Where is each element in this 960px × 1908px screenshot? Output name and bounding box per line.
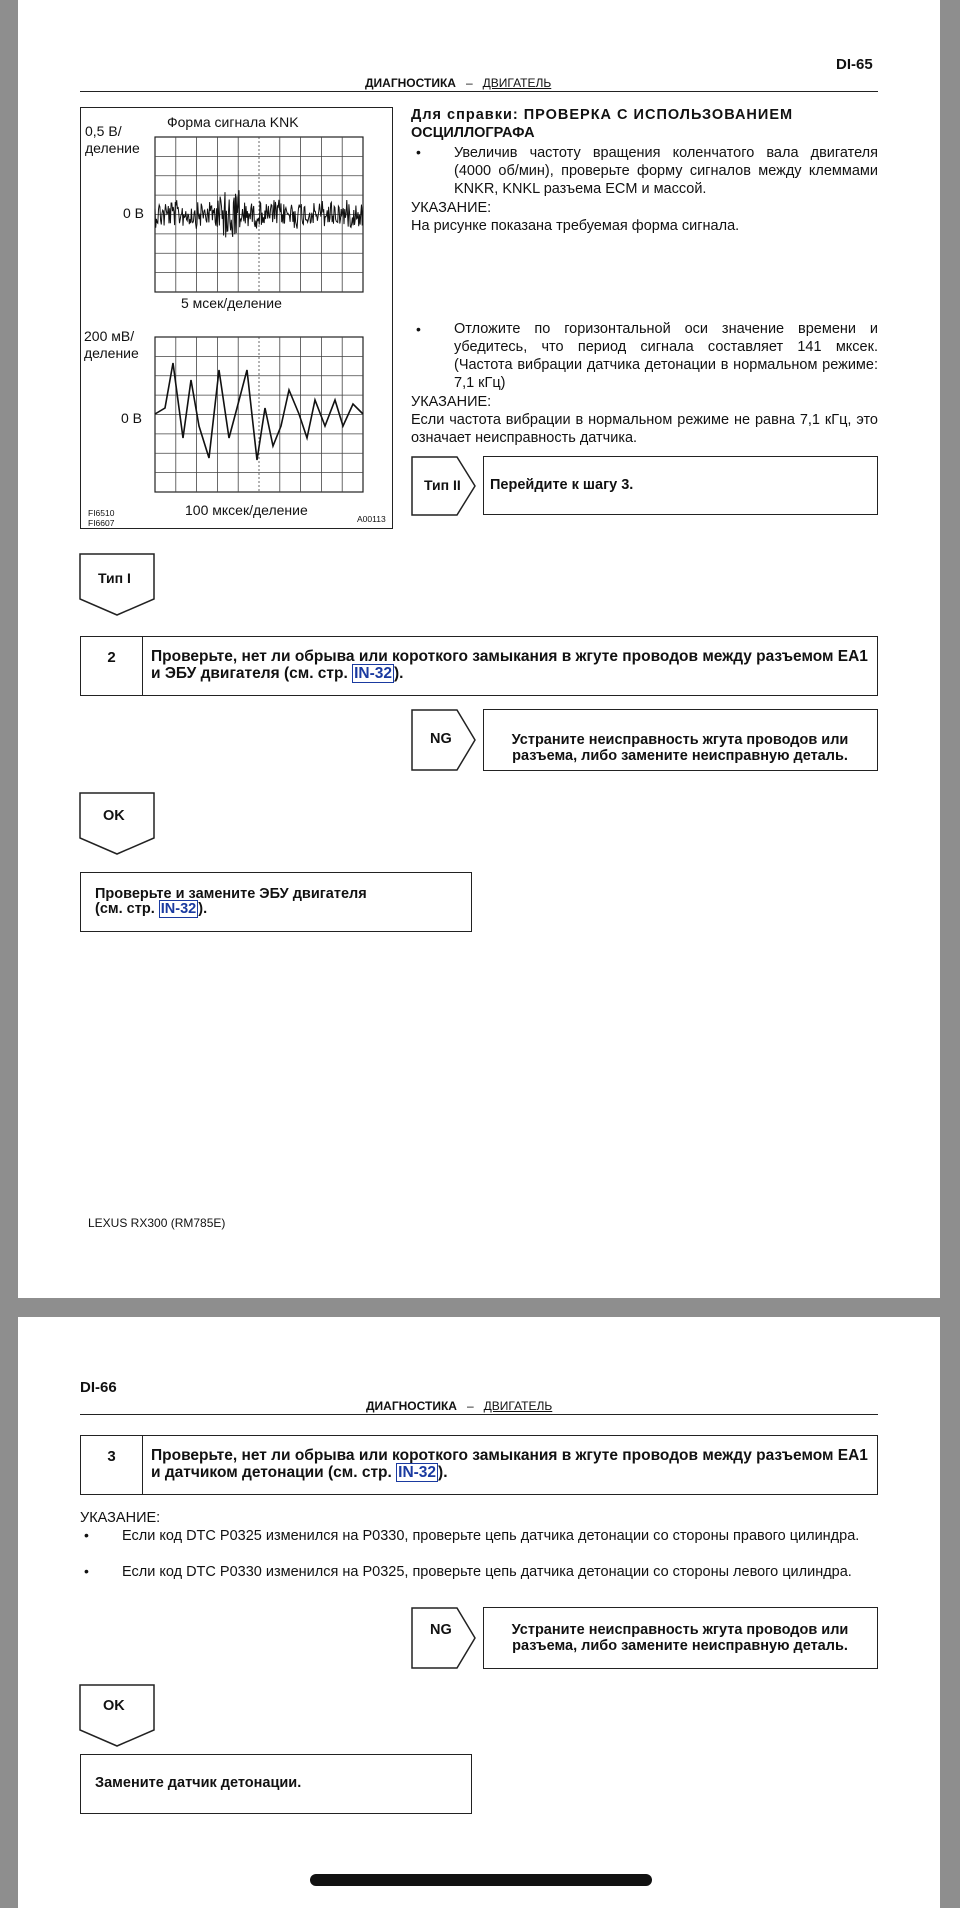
top-volt-scale-line1: 0,5 В/: [85, 123, 122, 139]
top-zero-label: 0 В: [123, 205, 145, 221]
figure-code-right: A00113: [357, 514, 386, 524]
figure-code-left-2: FI6607: [88, 518, 115, 528]
bullet-dot-2: •: [416, 321, 421, 337]
header-dash: –: [465, 76, 473, 90]
hint-label-1: УКАЗАНИЕ:: [411, 200, 492, 216]
hint-item-2: Если код DTC P0330 изменился на P0325, проверьте цепь датчика детонации со стороны левого цилиндра.: [122, 1564, 852, 1580]
final-link-in32[interactable]: IN-32: [160, 901, 197, 917]
home-indicator[interactable]: [310, 1874, 652, 1886]
figure-code-left: [88, 508, 114, 528]
step-3-text-b: ).: [438, 1464, 448, 1481]
ng-action-text: [490, 732, 870, 764]
step-3-text-a: Проверьте, нет ли обрыва или короткого замыкания в жгуте проводов между разъемом ЕА1 и датчиком детонации (см. стр.: [151, 1447, 868, 1481]
bullet-dot-1: •: [416, 144, 421, 160]
final-action-line2-b: ).: [198, 901, 208, 917]
type2-label: Тип II: [424, 477, 461, 493]
final-action-text: Замените датчик детонации.: [95, 1775, 302, 1791]
top-volt-scale: [85, 123, 140, 157]
hint-text-1: На рисунке показана требуемая форма сигнала.: [411, 218, 740, 234]
bottom-volt-scale-line1: 200 мВ/: [84, 328, 135, 344]
step-2-box: [80, 636, 878, 696]
footer-model: LEXUS RX300 (RM785E): [88, 1216, 226, 1230]
reference-title-text-1: Для справки: ПРОВЕРКА С ИСПОЛЬЗОВАНИЕМ: [411, 107, 794, 123]
bottom-volt-scale: [84, 328, 139, 362]
type2-action-box: [483, 456, 878, 515]
page-number: DI-65: [836, 56, 873, 73]
hint-label: УКАЗАНИЕ:: [80, 1510, 161, 1526]
final-action-text: [95, 887, 367, 917]
header-rule: [80, 1414, 878, 1415]
ng-arrow-tag: [411, 1607, 477, 1669]
reference-title-line1: [411, 106, 878, 124]
hint-text-2: Если частота вибрации в нормальном режиме не равна 7,1 кГц, это означает неисправность датчика.: [411, 412, 878, 446]
step-2-text-a: Проверьте, нет ли обрыва или короткого замыкания в жгуте проводов между разъемом ЕА1 и ЭБУ двигателя (см. стр.: [151, 648, 868, 682]
ng-action-box: [483, 1607, 878, 1669]
hint-label-2: УКАЗАНИЕ:: [411, 394, 492, 410]
ng-action-line2: разъема, либо замените неисправную деталь.: [512, 1638, 848, 1654]
type2-action-text: Перейдите к шагу 3.: [490, 477, 634, 493]
bottom-time-scale: 100 мксек/деление: [185, 502, 308, 518]
page-di-66: [18, 1317, 940, 1908]
ng-action-line1: Устраните неисправность жгута проводов или: [511, 732, 849, 748]
bottom-zero-label: 0 В: [121, 410, 143, 426]
ok-label: OK: [103, 808, 125, 824]
reference-bullet-1: Увеличив частоту вращения коленчатого вала двигателя (4000 об/мин), проверьте форму сигналов между клеммами KNKR, KNKL разъема ECM и массой.: [454, 145, 878, 197]
step-3-text: [143, 1436, 877, 1494]
header-subsection: ДВИГАТЕЛЬ: [482, 76, 552, 90]
page-number: DI-66: [80, 1379, 117, 1396]
hint-dot-2: •: [84, 1563, 89, 1579]
header-subsection: ДВИГАТЕЛЬ: [483, 1399, 553, 1413]
figure-code-left-1: FI6510: [88, 508, 115, 518]
step-2-number: 2: [81, 637, 143, 695]
ng-action-text: [490, 1622, 870, 1654]
step-3-box: [80, 1435, 878, 1495]
ng-label: NG: [430, 731, 452, 747]
ok-down-tag: [79, 792, 157, 856]
final-action-line2: [95, 902, 367, 917]
reference-title-line2: ОСЦИЛЛОГРАФА: [411, 125, 535, 141]
final-action-box: [80, 1754, 472, 1814]
page-di-65: [18, 0, 940, 1298]
oscilloscope-figure-svg: [81, 108, 392, 528]
hint-dot-1: •: [84, 1527, 89, 1543]
step-3-number: 3: [81, 1436, 143, 1494]
top-time-scale: 5 мсек/деление: [181, 295, 282, 311]
page-header: [366, 1399, 552, 1413]
header-rule: [80, 91, 878, 92]
reference-bullet-2: Отложите по горизонтальной оси значение времени и убедитесь, что период сигнала составляет 141 мксек. (Частота вибрации датчика детонации в нормальном режиме: 7,1 кГц): [454, 321, 878, 391]
ng-action-box: [483, 709, 878, 771]
bottom-volt-scale-line2: деление: [84, 345, 139, 361]
header-section: ДИАГНОСТИКА: [365, 76, 456, 90]
ng-label: NG: [430, 1622, 452, 1638]
type1-label: Тип I: [98, 570, 131, 586]
step-2-link-in32[interactable]: IN-32: [354, 665, 393, 682]
header-dash: –: [466, 1399, 474, 1413]
final-action-box: [80, 872, 472, 932]
figure-title: Форма сигнала KNK: [167, 114, 299, 130]
header-section: ДИАГНОСТИКА: [366, 1399, 457, 1413]
final-action-line1: Проверьте и замените ЭБУ двигателя: [95, 886, 367, 902]
step-2-text: [143, 637, 877, 695]
oscilloscope-figure: [80, 107, 393, 529]
step-2-text-b: ).: [394, 665, 404, 682]
page-header: [365, 76, 551, 90]
hint-item-1: Если код DTC P0325 изменился на P0330, проверьте цепь датчика детонации со стороны правого цилиндра.: [122, 1528, 860, 1544]
step-3-link-in32[interactable]: IN-32: [398, 1464, 437, 1481]
ng-action-line1: Устраните неисправность жгута проводов или: [511, 1622, 849, 1638]
ok-label: OK: [103, 1698, 125, 1714]
reference-title: [411, 106, 878, 142]
top-volt-scale-line2: деление: [85, 140, 140, 156]
ng-action-line2: разъема, либо замените неисправную деталь.: [512, 748, 848, 764]
final-action-line2-a: (см. стр.: [95, 901, 159, 917]
ok-down-tag: [79, 1684, 157, 1748]
